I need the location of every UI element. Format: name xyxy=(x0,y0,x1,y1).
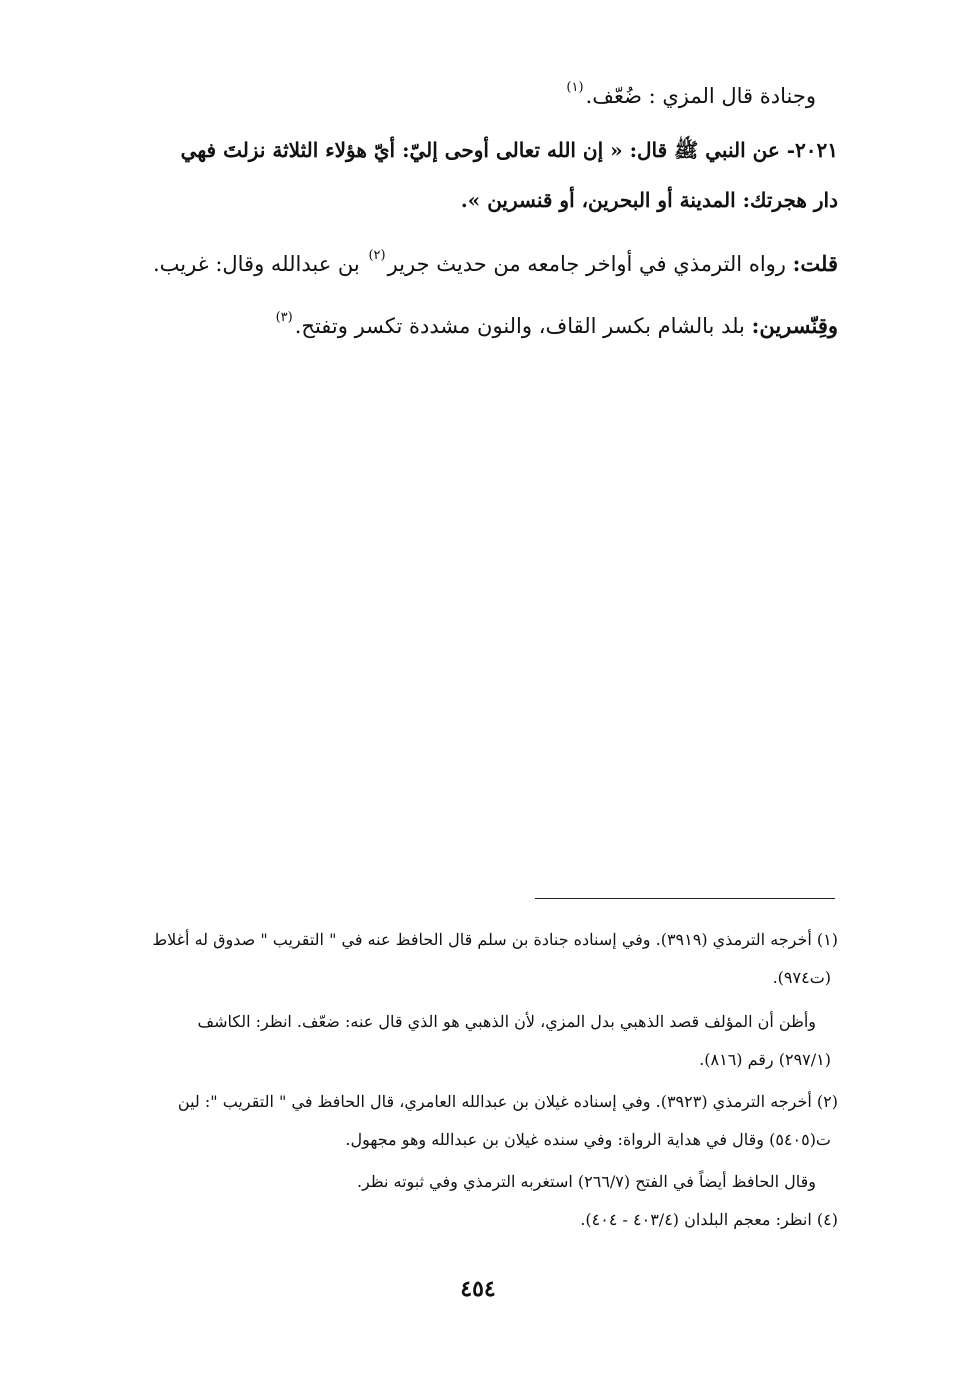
qinnasrin-label: وقِنّسرين: xyxy=(751,313,838,338)
page-number: ٤٥٤ xyxy=(460,1276,496,1302)
footnote-ref-2: (٢) xyxy=(368,248,386,263)
text-line-qinnasrin xyxy=(274,310,838,338)
hadith-line-1: ٢٠٢١- عن النبي ﷺ قال: « إن الله تعالى أوحى إليّ: أيّ هؤلاء الثلاثة نزلتَ فهي xyxy=(180,138,838,162)
footnote-1-line-4: (٢٩٧/١) رقم (٨١٦). xyxy=(699,1050,831,1069)
hadith-line-2: دار هجرتك: المدينة أو البحرين، أو قنسرين ». xyxy=(460,188,838,212)
footnote-2-line-2: ت(٥٤٠٥) وقال في هداية الرواة: وفي سنده غيلان بن عبدالله وهو مجهول. xyxy=(345,1130,831,1149)
footnote-2-line-3: وقال الحافظ أيضاً في الفتح (٢٦٦/٧) استغربه الترمذي وفي ثبوته نظر. xyxy=(356,1172,816,1191)
footnote-1-line-3: وأظن أن المؤلف قصد الذهبي بدل المزي، لأن الذهبي هو الذي قال عنه: ضعّف. انظر: الكاشف xyxy=(197,1012,816,1031)
footnote-1-line-2: (ت٩٧٤). xyxy=(772,968,831,987)
text-line-qult xyxy=(153,248,838,276)
qinnasrin-text: بلد بالشام بكسر القاف، والنون مشددة تكسر وتفتح. xyxy=(294,314,745,338)
text-junada: وجنادة قال المزي : ضُعّف. xyxy=(585,84,816,108)
footnote-1-line-1: (١) أخرجه الترمذي (٣٩١٩). وفي إسناده جنادة بن سلم قال الحافظ عنه في " التقريب " صدوق له أغلاط xyxy=(152,930,838,949)
qult-text-1: رواه الترمذي في أواخر جامعه من حديث جرير xyxy=(387,252,786,276)
footnote-4-line-1: (٤) انظر: معجم البلدان (٤٠٣/٤ - ٤٠٤). xyxy=(580,1210,838,1229)
footnote-2-line-1: (٢) أخرجه الترمذي (٣٩٢٣). وفي إسناده غيلان بن عبدالله العامري، قال الحافظ في " التقريب ": لين xyxy=(177,1092,838,1111)
footnote-divider xyxy=(535,898,835,899)
footnote-ref-3: (٣) xyxy=(275,310,293,325)
qult-text-2: بن عبدالله وقال: غريب. xyxy=(152,252,360,276)
text-line-junada xyxy=(564,80,816,108)
qult-label: قلت: xyxy=(792,251,838,276)
footnote-ref-1: (١) xyxy=(566,80,584,95)
